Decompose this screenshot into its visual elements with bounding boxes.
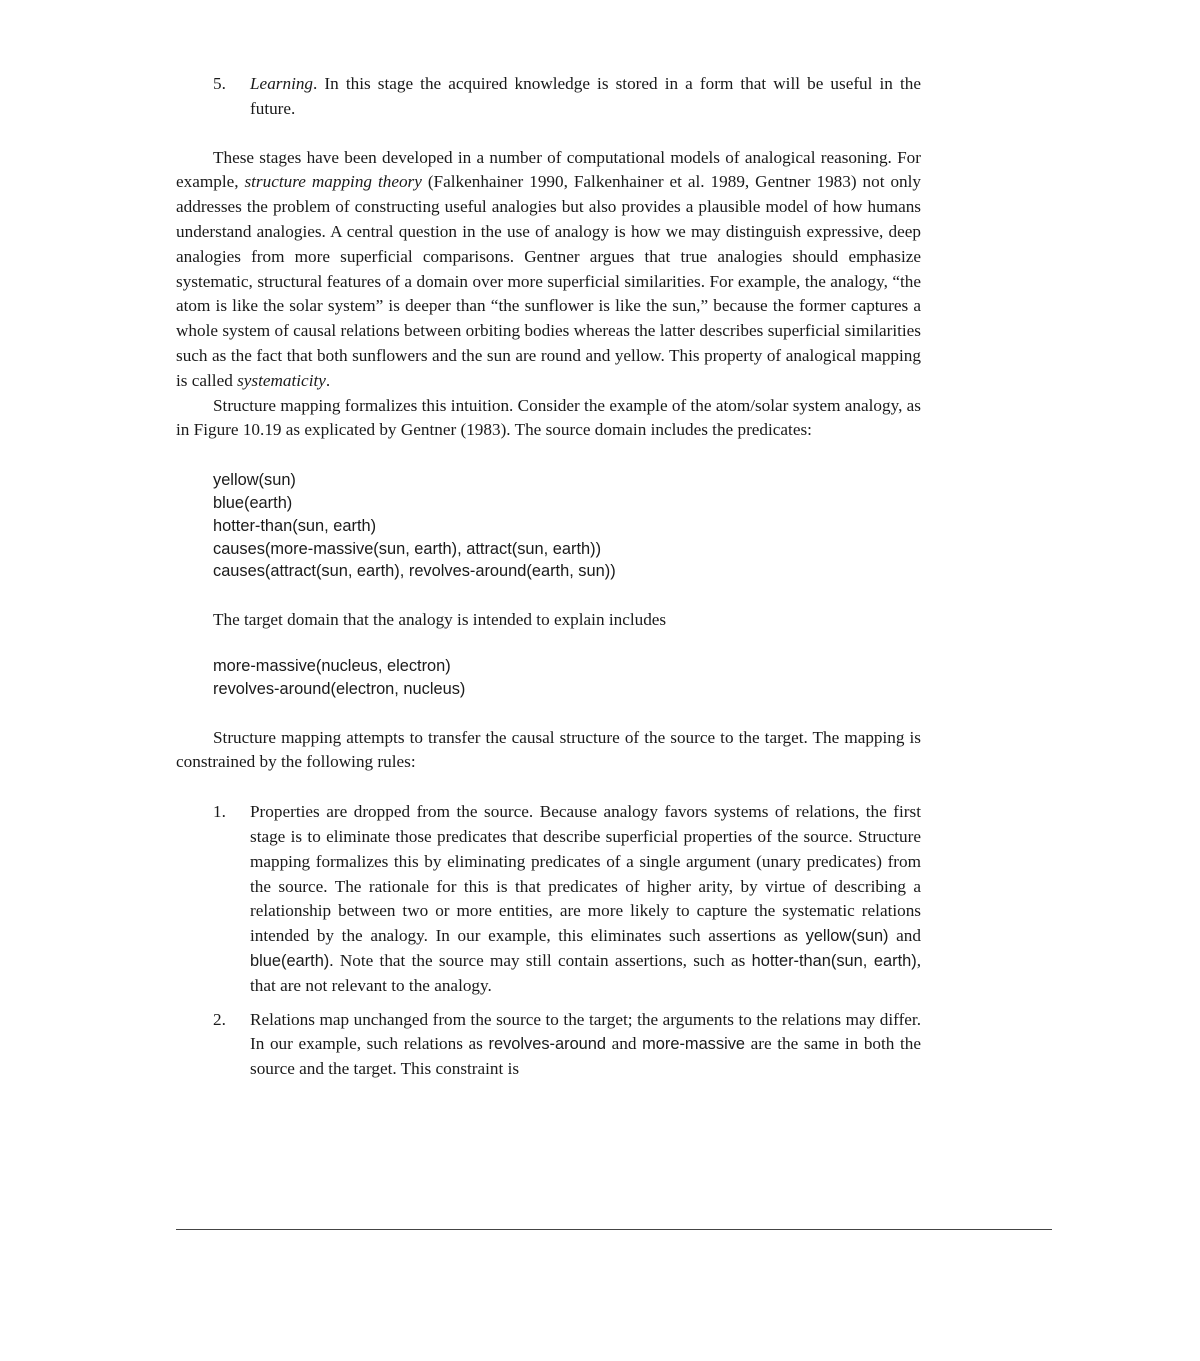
term-structure-mapping-theory: structure mapping theory (244, 172, 422, 192)
code-term: revolves-around (488, 1035, 607, 1054)
list-number: 2. (213, 1009, 226, 1029)
predicate-line: more-massive(nucleus, electron) (213, 656, 451, 675)
list-number: 5. (213, 74, 226, 93)
code-term: yellow(sun) (805, 927, 889, 946)
predicate-line: revolves-around(electron, nucleus) (213, 679, 466, 698)
rule-item-2 (176, 1008, 921, 1082)
term-learning: Learning (250, 74, 314, 93)
code-term: hotter-than(sun, earth) (751, 951, 917, 970)
predicate-line: blue(earth) (213, 493, 293, 512)
target-predicates (176, 655, 921, 701)
paragraph-transfer: Structure mapping attempts to transfer the causal structure of the source to the target. The mapping is constrained by the following rules: (176, 727, 921, 772)
rule-item-1 (176, 800, 921, 998)
term-systematicity: systematicity (237, 370, 326, 390)
code-term: more-massive (642, 1035, 746, 1054)
predicate-line: yellow(sun) (213, 471, 296, 490)
paragraph-stages: These stages have been developed in a number of computational models of analogical reasoning. For example, structure mapping theory (Falkenhainer 1990, Falkenhainer et al. 1989, Gentner 1983) not only addresses the problem of constructing useful analogies but also provides a plausible model of how humans understand analogies. A central question in the use of analogy is how we may distinguish expressive, deep analogies from more superficial comparisons. Gentner argues that true analogies should emphasize systematic, structural features of a domain over more superficial similarities. For example, the analogy, “the atom is like the solar system” is deeper than “the sunflower is like the sun,” because the former captures a whole system of causal relations between orbiting bodies whereas the latter describes superficial similarities such as the fact that both sunflowers and the sun are round and yellow. This property of analogical mapping is called systematicity. (176, 147, 921, 390)
predicate-line: causes(more-massive(sun, earth), attract(sun, earth)) (213, 539, 602, 558)
code-term: blue(earth) (250, 951, 330, 970)
predicate-line: hotter-than(sun, earth) (213, 516, 377, 535)
rule-text: Properties are dropped from the source. Because analogy favors systems of relations, the first stage is to eliminate those predicates that describe superficial properties of the source. Structure mapping formalizes this by eliminating predicates of a single argument (unary predicates) from the source. The rationale for this is that predicates of higher arity, by virtue of describing a relationship between two or more entities, are more likely to capture the systematic relations intended by the analogy. In our example, this eliminates such assertions as yellow(sun) and blue(earth). Note that the source may still contain assertions, such as hotter-than(sun, earth), that are not relevant to the analogy. (250, 802, 921, 995)
footnote-divider (176, 1229, 1052, 1230)
list-item-learning (176, 72, 921, 122)
predicate-line: causes(attract(sun, earth), revolves-around(earth, sun)) (213, 562, 616, 581)
list-number: 1. (213, 802, 226, 822)
list-item-text: Learning. In this stage the acquired knowledge is stored in a form that will be useful in the future. (250, 74, 921, 118)
source-predicates (176, 469, 921, 583)
paragraph-structure-mapping: Structure mapping formalizes this intuition. Consider the example of the atom/solar system analogy, as in Figure 10.19 as explicated by Gentner (1983). The source domain includes the predicates: (176, 395, 921, 440)
page-body (176, 72, 921, 1082)
rule-text: Relations map unchanged from the source to the target; the arguments to the relations may differ. In our example, such relations as revolves-around and more-massive are the same in both the source and the target. This constraint is (250, 1009, 921, 1079)
target-intro: The target domain that the analogy is intended to explain includes (213, 610, 667, 630)
